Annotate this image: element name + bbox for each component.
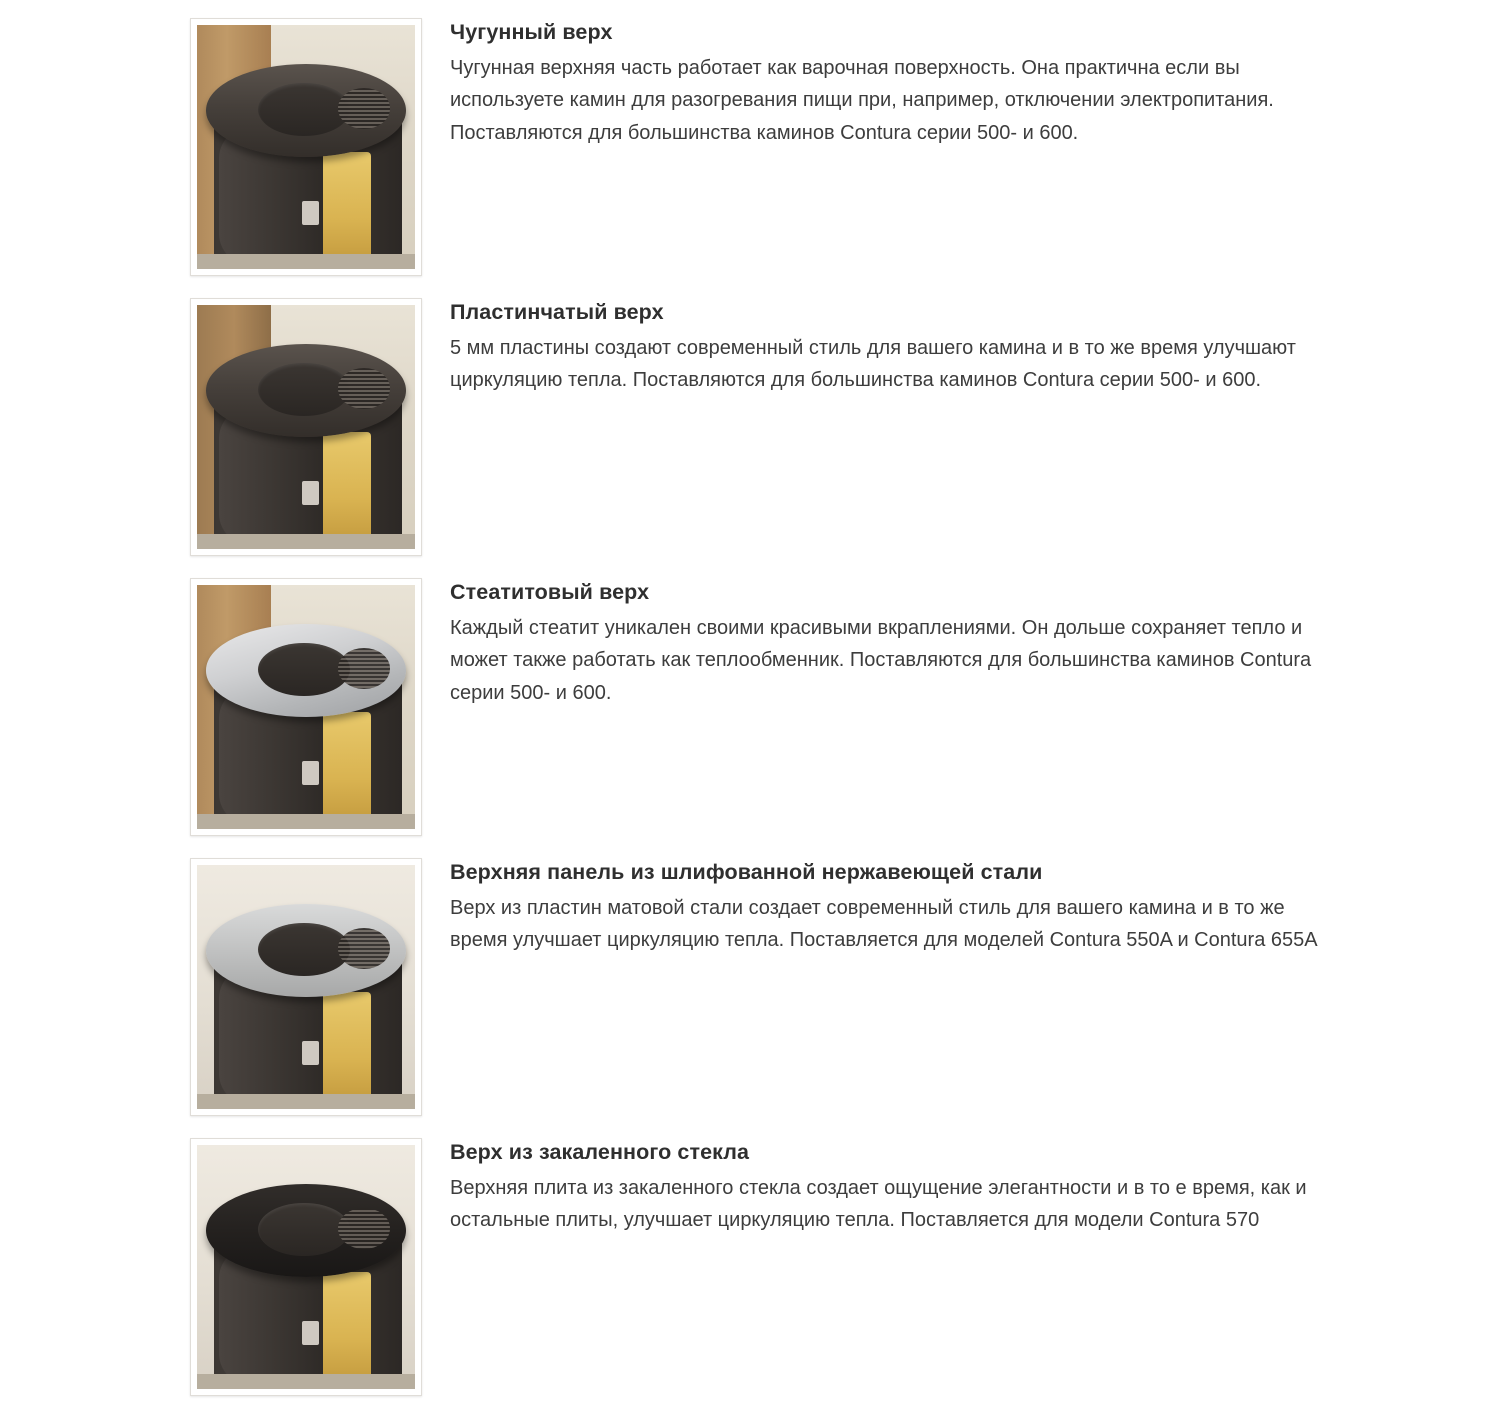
photo-floor (197, 1374, 415, 1389)
stove-top-plate (206, 64, 407, 157)
stove-top-plate (206, 624, 407, 717)
list-item (0, 298, 1500, 556)
plate-top-stove-photo (197, 305, 415, 549)
stove-top-grill (338, 928, 390, 969)
stove-top-ring (258, 83, 350, 137)
list-item (0, 1138, 1500, 1396)
item-title: Верх из закаленного стекла (450, 1140, 750, 1164)
soapstone-top-stove-photo (197, 585, 415, 829)
list-item (0, 578, 1500, 836)
item-text-block (422, 578, 1340, 709)
brushed-stainless-steel-top-stove-photo (197, 865, 415, 1109)
item-description: Каждый стеатит уникален своими красивыми вкраплениями. Он дольше сохраняет тепло и может также работать как теплообменник. Поставляются для большинства каминов Contura серии 500- и 600. (450, 616, 1312, 704)
item-text-block (422, 298, 1340, 397)
item-title: Стеатитовый верх (450, 580, 650, 604)
item-title: Верхняя панель из шлифованной нержавеющей стали (450, 860, 1043, 884)
stove-top-grill (338, 368, 390, 409)
item-description: Верхняя плита из закаленного стекла создает ощущение элегантности и в то е время, как и остальные плиты, улучшает циркуляцию тепла. Поставляется для модели Contura 570 (450, 1176, 1307, 1232)
photo-floor (197, 254, 415, 269)
stove-top-grill (338, 88, 390, 129)
item-text-block (422, 18, 1340, 149)
tempered-glass-top-stove-photo (197, 1145, 415, 1389)
stove-handle (302, 201, 319, 225)
product-image-frame[interactable] (190, 578, 422, 836)
stove-handle (302, 761, 319, 785)
photo-floor (197, 534, 415, 549)
cast-iron-top-stove-photo (197, 25, 415, 269)
item-text-block (422, 858, 1340, 957)
product-image-frame[interactable] (190, 18, 422, 276)
stove-top-ring (258, 1203, 350, 1257)
item-title: Чугунный верх (450, 20, 613, 44)
stove-top-plate (206, 344, 407, 437)
photo-floor (197, 814, 415, 829)
stove-top-plate (206, 904, 407, 997)
list-item (0, 18, 1500, 276)
stove-handle (302, 1321, 319, 1345)
stove-top-grill (338, 1208, 390, 1249)
item-title: Пластинчатый верх (450, 300, 664, 324)
product-image-frame[interactable] (190, 298, 422, 556)
stove-top-ring (258, 923, 350, 977)
product-image-frame[interactable] (190, 1138, 422, 1396)
photo-floor (197, 1094, 415, 1109)
item-description: Чугунная верхняя часть работает как варочная поверхность. Она практична если вы используете камин для разогревания пищи при, например, отключении электропитания. Поставляются для большинства каминов Contura серии 500- и 600. (450, 56, 1274, 144)
stove-handle (302, 1041, 319, 1065)
stove-top-grill (338, 648, 390, 689)
stove-top-ring (258, 363, 350, 417)
list-item (0, 858, 1500, 1116)
stove-top-ring (258, 643, 350, 697)
stove-handle (302, 481, 319, 505)
item-description: Верх из пластин матовой стали создает современный стиль для вашего камина и в то же время улучшает циркуляцию тепла. Поставляется для моделей Contura 550A и Contura 655A (450, 896, 1318, 952)
stove-top-plate (206, 1184, 407, 1277)
product-image-frame[interactable] (190, 858, 422, 1116)
item-description: 5 мм пластины создают современный стиль для вашего камина и в то же время улучшают циркуляцию тепла. Поставляются для большинства каминов Contura серии 500- и 600. (450, 336, 1296, 392)
item-text-block (422, 1138, 1340, 1237)
